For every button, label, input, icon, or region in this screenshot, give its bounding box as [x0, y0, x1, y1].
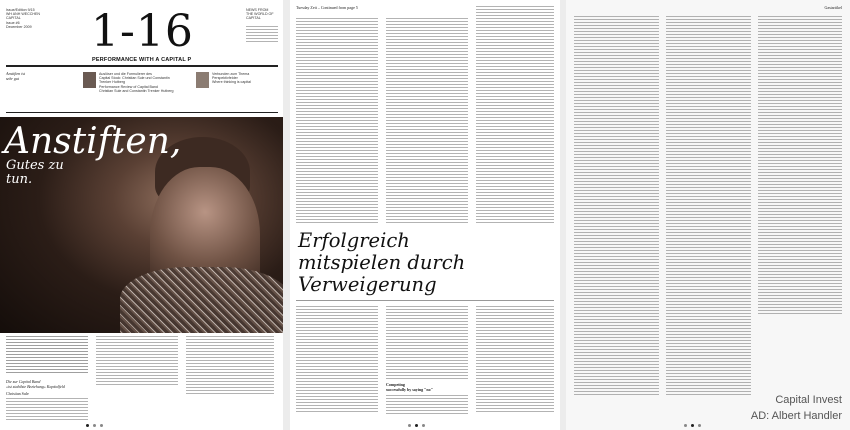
guest-col-3 — [758, 16, 842, 316]
article-page — [290, 0, 560, 430]
article-col-3 — [476, 6, 554, 223]
teaser-rule — [6, 112, 278, 113]
article-col-4 — [296, 306, 378, 414]
news-meta: NEWS FROM THE WORLD OF CAPITAL — [246, 8, 274, 21]
guest-header: Gastartikel — [824, 5, 842, 10]
body-text-col-2 — [96, 336, 178, 386]
teaser-item-2[interactable]: Verbunden zum Thema Perspektivfelder Where thinking is capital — [212, 72, 251, 85]
teaser-intro: Anstiften ist sehr gut — [6, 71, 25, 81]
cover-page — [0, 0, 283, 430]
issue-meta: Issue/Edition 9/15 WH ANH WECCHEN CAPITAL Issue #6 December 2009 — [6, 8, 40, 29]
teaser-thumbnail-1[interactable] — [83, 72, 96, 88]
page-indicator-left[interactable] — [86, 424, 103, 427]
patterned-sweater — [120, 267, 283, 333]
credit-art-director: AD: Albert Handler — [750, 410, 842, 422]
guest-col-1 — [574, 16, 659, 396]
teaser-thumbnail-2[interactable] — [196, 72, 209, 88]
body-text-col-3 — [186, 336, 274, 394]
guest-article-page — [566, 0, 850, 430]
teaser-item-1[interactable]: Auslöser und die Formulierer des Capital Stock: Christian Sule und Constantin Trenker Hutberg Performance Review of Capital Band Christian Sule and Constantin Trenker Hutberg — [99, 72, 174, 93]
masthead-title: 1-16 — [91, 6, 194, 57]
article-subhead: Competing successfully by saying "no" — [386, 382, 433, 392]
body-text-col-1b — [6, 398, 88, 420]
article-col-1 — [296, 18, 378, 223]
article-col-5b — [386, 395, 468, 415]
hero-subtitle-2: tun. — [6, 172, 33, 187]
article-col-5 — [386, 306, 468, 380]
page-indicator-right[interactable] — [684, 424, 701, 427]
headline-rule — [296, 300, 554, 301]
credit-client: Capital Invest — [775, 394, 842, 406]
cover-caption: Die zur Capital Band «ist stabilste Beziehung» Kapitalfeld — [6, 379, 65, 389]
cover-author: Christian Sule — [6, 391, 29, 396]
masthead-side-text — [246, 26, 278, 42]
hero-title: Anstiften, — [4, 121, 182, 162]
article-col-2 — [386, 18, 468, 223]
article-col-6 — [476, 306, 554, 414]
hero-photo — [0, 117, 283, 333]
body-text-col-1 — [6, 336, 88, 374]
article-header: Tuesday Zeit – Continued from page 5 — [296, 5, 358, 10]
masthead-rule — [6, 65, 278, 67]
hero-subtitle: Gutes zu — [6, 158, 64, 173]
page-indicator-middle[interactable] — [408, 424, 425, 427]
masthead-tagline: PERFORMANCE WITH A CAPITAL P — [92, 57, 192, 63]
guest-col-2 — [666, 16, 751, 396]
article-headline: Erfolgreich mitspielen durch Verweigerung — [298, 229, 466, 296]
